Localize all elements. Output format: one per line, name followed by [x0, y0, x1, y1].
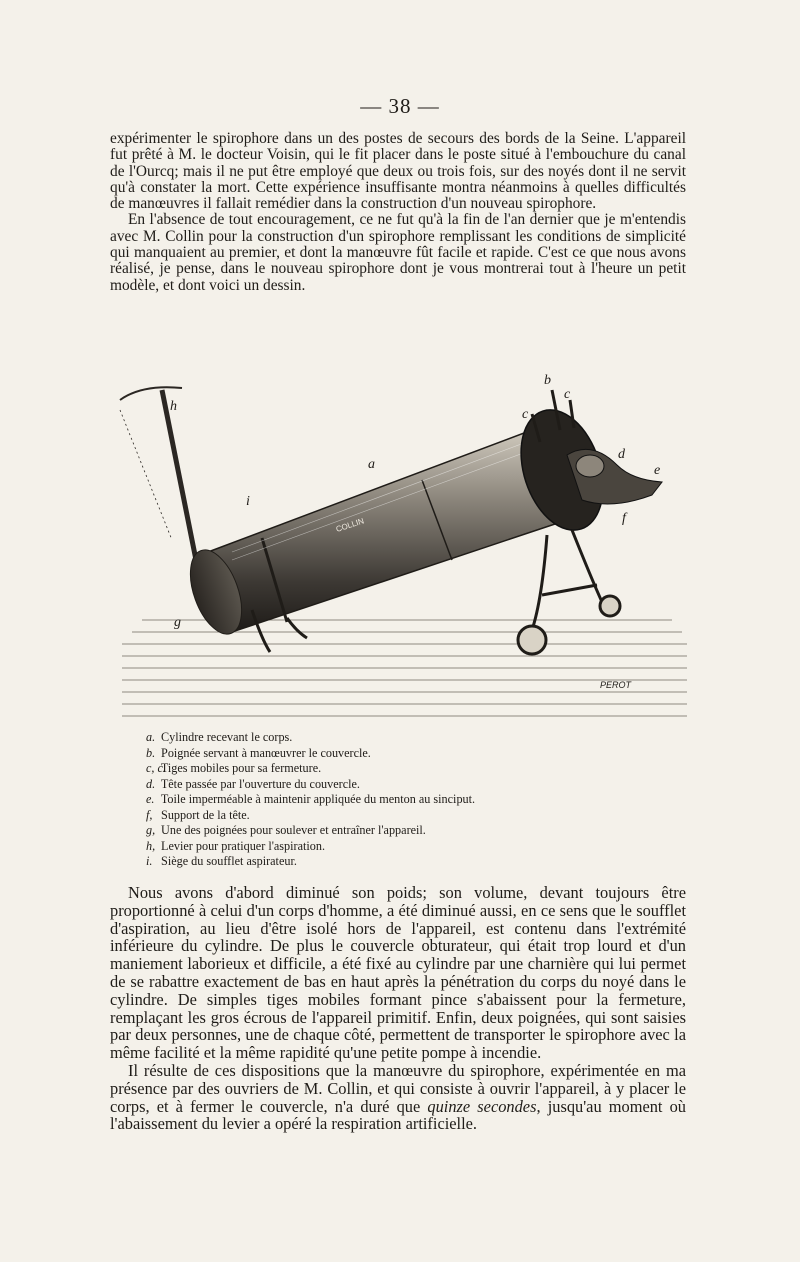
caption-item: a. Cylindre recevant le corps. — [146, 730, 293, 744]
caption-item: d. Tête passée par l'ouverture du couvercle. — [146, 776, 360, 791]
figure-caption — [146, 730, 626, 870]
caption-item: g, Une des poignées pour soulever et entraîner l'appareil. — [146, 823, 426, 837]
bottom-text-block — [110, 884, 686, 1133]
spirophore-engraving — [112, 370, 688, 730]
engraver-signature: PEROT — [600, 680, 632, 690]
head-figure — [576, 455, 604, 477]
label-b: b — [544, 373, 551, 388]
caption-item: e. Toile imperméable à maintenir appliquée du menton au sinciput. — [146, 792, 476, 806]
emphasis-duration: quinze secondes — [427, 1096, 537, 1116]
caption-item: c, c. Tiges mobiles pour sa fermeture. — [146, 761, 322, 775]
paragraph-3: Nous avons d'abord diminué son poids; son volume, devant toujours être proportionné à celui d'un corps d'homme, a été diminué aussi, en ce sens que le soufflet d'aspiration, au lieu d'être isolé hors de l'appareil, est contenu dans l'extrémité inférieure du cylindre. De plus le couvercle obturateur, qui était trop lourd et d'un maniement laborieux et difficile, a été fixé au cylindre par une charnière qui lui permet de se rabattre exactement de bas en haut après la pénétration du corps du noyé dans le cylindre. De simples tiges mobiles formant pince s'abaissent pour la fermeture, remplaçant les gros écrous de l'appareil primitif. Enfin, deux poignées, qui sont saisies par deux personnes, une de chaque côté, permettent de transporter le spirophore avec la même facilité et la même rapidité qu'une petite pompe à incendie. — [110, 883, 686, 1063]
caption-item: f, Support de la tête. — [146, 807, 250, 822]
caption-item: h, Levier pour pratiquer l'aspiration. — [146, 838, 326, 853]
label-h: h — [170, 399, 177, 414]
paragraph-4: Il résulte de ces dispositions que la manœuvre du spirophore, expérimentée en ma présence par des ouvriers de M. Collin, et qui consiste à ouvrir l'appareil, à y placer le corps, et à fermer le couvercle, n'a duré que quinze secondes, jusqu'au moment où l'abaissement du levier a opéré la respiration artificielle. — [110, 1060, 686, 1134]
rear-wheel — [600, 596, 620, 616]
label-a: a — [368, 457, 375, 472]
ground-hatching — [122, 620, 687, 716]
lever — [120, 387, 196, 560]
label-g: g — [174, 615, 181, 630]
label-i: i — [246, 494, 250, 509]
label-e: e — [654, 463, 661, 478]
label-c-left: c — [522, 407, 529, 422]
label-d: d — [618, 447, 625, 462]
paragraph-1: expérimenter le spirophore dans un des postes de secours des bords de la Seine. L'appareil fut prêté à M. le docteur Voisin, qui le fit placer dans le poste situé à l'embouchure du canal de l'Ourcq; mais il ne put être employé que deux ou trois fois, sur des noyés dont il ne servit qu'à constater la mort. Cette expérience insuffisante montra néanmoins à quelles difficultés de manœuvres il fallait remédier dans la construction d'un nouveau spirophore. — [110, 130, 686, 213]
label-c-top: c — [564, 387, 571, 402]
caption-item: i. Siège du soufflet aspirateur. — [146, 854, 297, 868]
caption-item: b. Poignée servant à manœuvrer le couvercle. — [146, 745, 371, 760]
paragraph-2: En l'absence de tout encouragement, ce ne fut qu'à la fin de l'an dernier que je m'entendis avec M. Collin pour la construction d'un spirophore remplissant les conditions de simplicité qui manquaient au premier, et dont la manœuvre fût facile et rapide. C'est ce que nous avons réalisé, je pense, dans le nouveau spirophore dont je vous montrerai tout à l'heure un petit modèle, et dont voici un dessin. — [110, 211, 686, 294]
spirophore-illustration — [112, 370, 688, 730]
front-wheel — [518, 626, 546, 654]
top-text-block — [110, 131, 686, 294]
label-f: f — [622, 511, 626, 526]
cylinder-inscription: COLLIN — [334, 516, 366, 534]
page-number: — 38 — — [360, 94, 440, 118]
stand — [532, 530, 602, 630]
